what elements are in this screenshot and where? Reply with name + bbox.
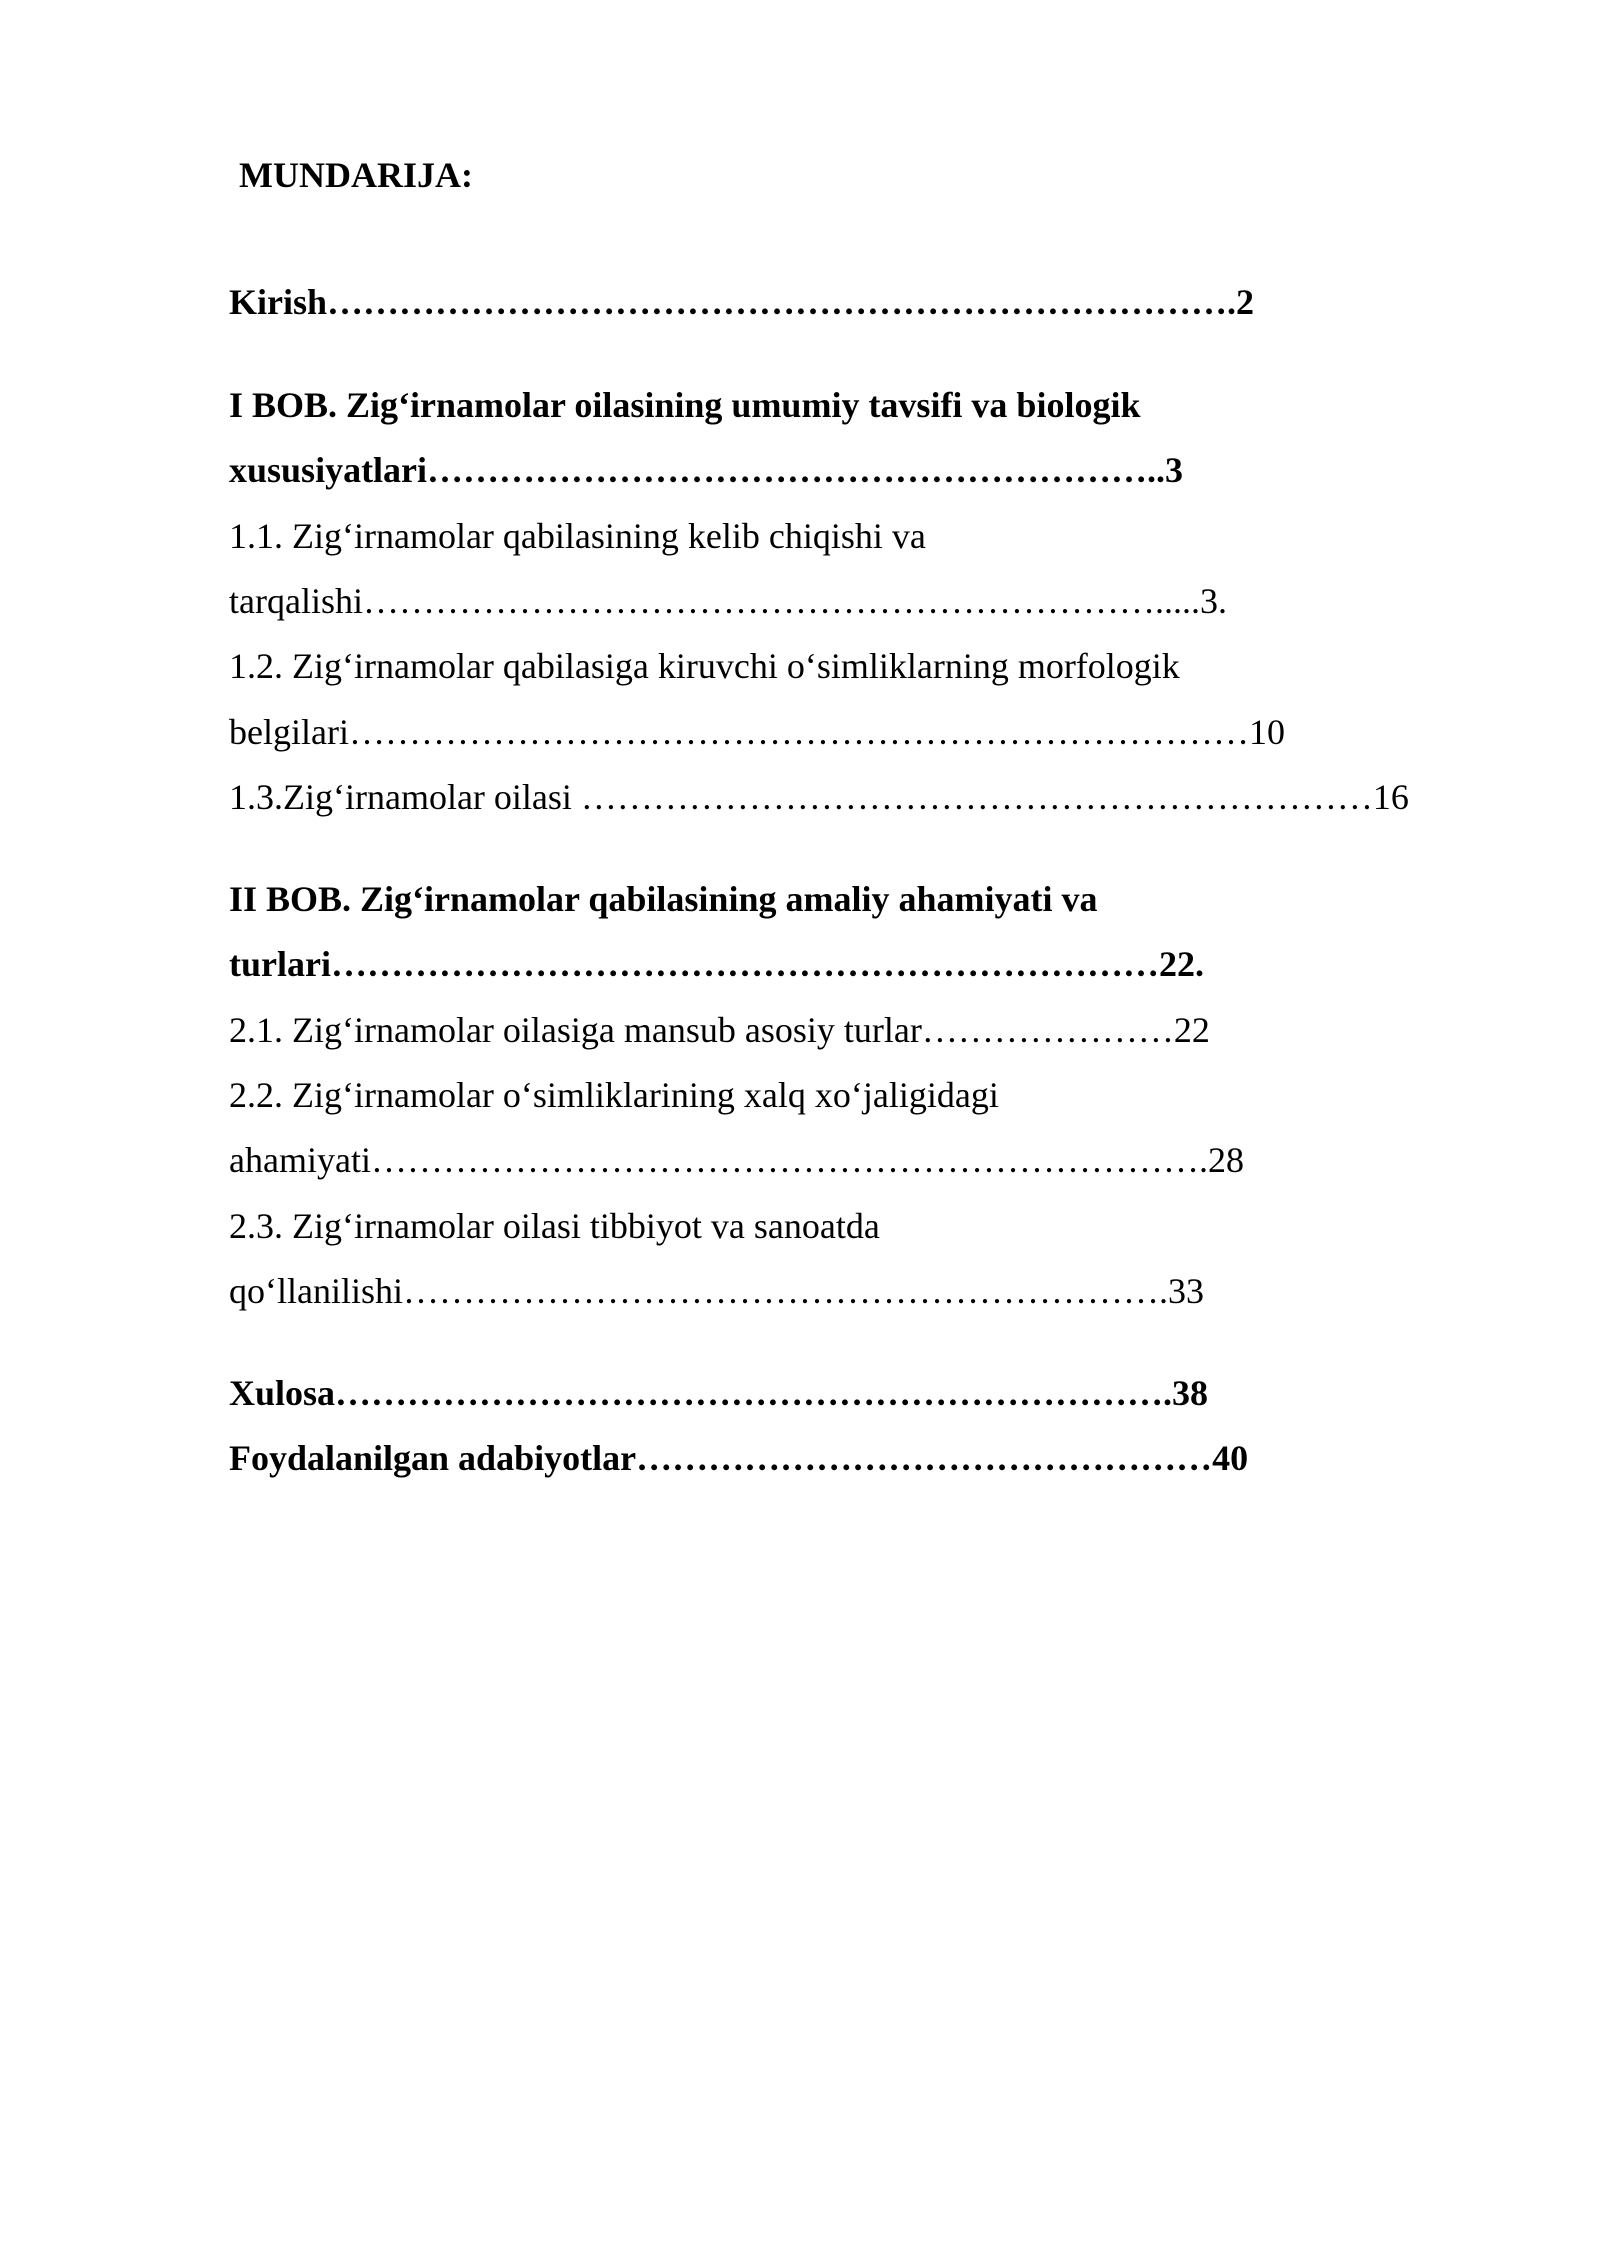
toc-chapter-1-title: I BOB. Zig‘irnamolar oilasining umumiy tavsifi va biologik	[229, 385, 1141, 425]
toc-entry-kirish: Kirish………………………………………………………………….2	[229, 282, 1255, 322]
toc-section-1-1: 1.1. Zig‘irnamolar qabilasining kelib chiqishi va	[229, 516, 926, 556]
toc-section-1-2: 1.2. Zig‘irnamolar qabilasiga kiruvchi o‘simliklarning morfologik	[229, 646, 1180, 686]
toc-section-2-2: 2.2. Zig‘irnamolar o‘simliklarining xalq xo‘jaligidagi	[229, 1075, 999, 1115]
toc-section-2-3-cont: qo‘llanilishi……………………………………………………….33	[229, 1271, 1204, 1311]
toc-chapter-2-title: II BOB. Zig‘irnamolar qabilasining amaliy ahamiyati va	[229, 879, 1098, 919]
toc-section-2-2-cont: ahamiyati…………………………………………………………….28	[229, 1140, 1244, 1180]
toc-section-2-3: 2.3. Zig‘irnamolar oilasi tibbiyot va sanoatda	[229, 1206, 880, 1246]
toc-entry-xulosa: Xulosa…………………………………………………………….38	[229, 1373, 1209, 1413]
toc-entry-adabiyotlar: Foydalanilgan adabiyotlar…………………………………………40	[229, 1438, 1249, 1478]
toc-section-1-3: 1.3.Zig‘irnamolar oilasi …………………………………………………………16	[229, 777, 1409, 817]
toc-chapter-2-title-cont: turlari……………………………………………………………22.	[229, 944, 1204, 984]
toc-heading: MUNDARIJA:	[239, 155, 473, 195]
toc-chapter-1-title-cont: xususiyatlari……………………………………………………..3	[229, 450, 1184, 490]
toc-section-1-2-cont: belgilari…………………………………………………………………10	[229, 712, 1285, 752]
toc-section-1-1-cont: tarqalishi………………………………………………………….....3.	[229, 581, 1227, 621]
toc-section-2-1: 2.1. Zig‘irnamolar oilasiga mansub asosiy turlar…………………22	[229, 1010, 1210, 1050]
